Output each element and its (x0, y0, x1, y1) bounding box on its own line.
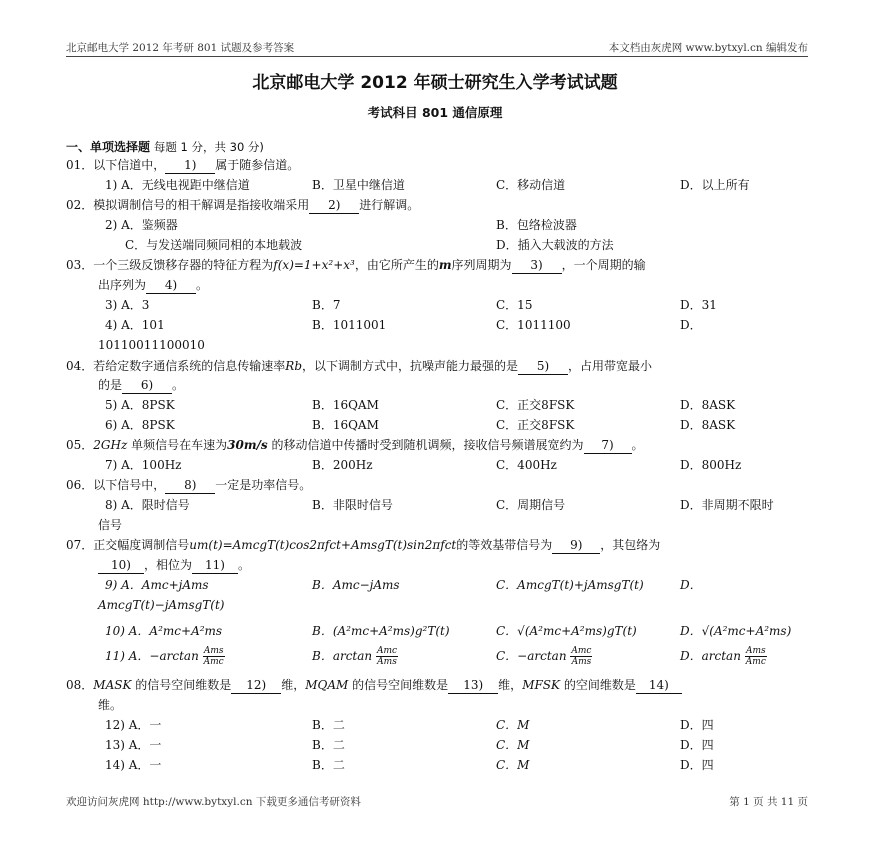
q03-continuation (98, 277, 208, 294)
q01-text: 以下信道中， (93, 158, 166, 172)
q06-option-d: D．非周期不限时 (680, 498, 774, 512)
q05-text-mid: 的移动信道中传播时受到随机调频，接收信号频谱展宽约为 (267, 438, 584, 452)
q04-blank-2: 6) (122, 377, 172, 394)
q01-option-a: 1) A．无线电视距中继信道 (105, 178, 250, 192)
q04-option-5a: 5) A．8PSK (105, 398, 175, 412)
footer-page-number: 第 1 页 共 11 页 (729, 796, 808, 808)
q08-option-13c: C．M (496, 738, 530, 752)
q03-text-post: ，一个周期的输 (561, 258, 646, 272)
question-08 (66, 677, 682, 694)
q07-option-10b: B．(A²mc+A²ms)g²T(t) (312, 624, 450, 638)
question-01 (66, 157, 299, 174)
q08-option-13b: B．二 (312, 738, 345, 752)
exam-title: 北京邮电大学 2012 年硕士研究生入学考试试题 (252, 73, 618, 93)
q02-option-c: C．与发送端同频同相的本地载波 (125, 238, 303, 252)
q02-option-d: D．插入大载波的方法 (496, 238, 614, 252)
q03-m-symbol: m (438, 258, 452, 272)
section-heading (66, 138, 264, 155)
q08-text-2: 维， (281, 678, 306, 692)
question-07 (66, 537, 660, 554)
q03-cont-post: 。 (196, 278, 209, 292)
q08-mfsk: MFSK (522, 678, 560, 692)
question-06 (66, 477, 311, 494)
q03-text-mid2: 序列周期为 (451, 258, 512, 272)
q04-text: 若给定数字通信系统的信息传输速率 (93, 359, 286, 373)
q02-option-b: B．包络检波器 (496, 218, 577, 232)
q02-option-a: 2) A．鉴频器 (105, 218, 178, 232)
q07-option-9c: C．AmcgT(t)+jAmsgT(t) (496, 578, 644, 592)
q07-cont-post: 。 (238, 558, 251, 572)
q02-text: 模拟调制信号的相干解调是指接收端采用 (93, 198, 310, 212)
q08-option-12b: B．二 (312, 718, 345, 732)
q01-number: 01． (66, 158, 94, 172)
q05-number: 05． (66, 438, 94, 452)
section-label: 一、单项选择题 (66, 140, 151, 154)
q06-text: 以下信号中， (93, 478, 166, 492)
q08-mqam: MQAM (305, 678, 349, 692)
q06-option-c: C．周期信号 (496, 498, 566, 512)
q07-equation: um(t)=AmcgT(t)cos2πfct+AmsgT(t)sin2πfct (189, 538, 457, 552)
q08-option-13d: D．四 (680, 738, 714, 752)
q07-option-10a: 10) A．A²mc+A²ms (105, 624, 223, 638)
q07-option-11d (680, 646, 767, 667)
q01-option-b: B．卫星中继信道 (312, 178, 405, 192)
exam-subject: 考试科目 801 通信原理 (367, 105, 503, 120)
q05-option-a: 7) A．100Hz (105, 458, 182, 472)
q07-continuation (98, 557, 250, 574)
footer-left-text: 欢迎访问灰虎网 http://www.bytxyl.cn 下载更多通信考研资料 (66, 796, 361, 808)
header-left-text: 北京邮电大学 2012 年考研 801 试题及参考答案 (66, 42, 295, 54)
q06-blank: 8) (165, 477, 215, 494)
question-03 (66, 257, 646, 274)
question-02 (66, 197, 419, 214)
q04-number: 04． (66, 359, 94, 373)
q07-11a-num: Ams (203, 646, 224, 656)
q07-option-9a: 9) A．Amc+jAms (105, 578, 209, 592)
q07-11d-den: Amc (745, 657, 766, 667)
q06-option-d-cont: 信号 (98, 518, 123, 532)
q01-option-c: C．移动信道 (496, 178, 566, 192)
q07-option-9b: B．Amc−jAms (312, 578, 400, 592)
q07-11c-num: Amc (571, 646, 592, 656)
q07-option-10c: C．√(A²mc+A²ms)gT(t) (496, 624, 637, 638)
q03-option-4a: 4) A．101 (105, 318, 165, 332)
q07-11d-num: Ams (745, 646, 766, 656)
q07-11b-fraction (376, 646, 398, 667)
q07-11d-fraction (745, 646, 767, 667)
q05-text-post: 。 (631, 438, 644, 452)
q08-text-3: 的信号空间维数是 (348, 678, 449, 692)
q07-option-11c (496, 646, 592, 667)
q07-number: 07． (66, 538, 94, 552)
q04-option-6b: B．16QAM (312, 418, 379, 432)
q07-11b-num: Amc (376, 646, 398, 656)
q04-text-post: ，占用带宽最小 (568, 359, 653, 373)
q08-option-14d: D．四 (680, 758, 714, 772)
question-05 (66, 437, 644, 454)
q08-blank-3: 14) (636, 677, 682, 694)
q04-option-5c: C．正交8FSK (496, 398, 575, 412)
q08-number: 08． (66, 678, 94, 692)
q05-option-d: D．800Hz (680, 458, 742, 472)
section-note: 每题 1 分，共 30 分) (153, 140, 264, 154)
q07-11c-fraction (570, 646, 592, 667)
q03-option-3b: B．7 (312, 298, 341, 312)
q04-option-6d: D．8ASK (680, 418, 736, 432)
q04-cont-text: 的是 (98, 378, 123, 392)
q08-text-4: 维， (498, 678, 523, 692)
q07-text: 正交幅度调制信号 (93, 538, 190, 552)
q08-option-13a: 13) A．一 (105, 738, 162, 752)
q07-option-11a (105, 646, 225, 667)
q03-blank: 3) (512, 257, 562, 274)
q08-mask: MASK (93, 678, 132, 692)
q01-text-post: 属于随参信道。 (215, 158, 300, 172)
q08-text-1: 的信号空间维数是 (131, 678, 232, 692)
q08-option-14c: C．M (496, 758, 530, 772)
q03-option-4b: B．1011001 (312, 318, 387, 332)
q06-option-a: 8) A．限时信号 (105, 498, 190, 512)
q02-text-post: 进行解调。 (359, 198, 420, 212)
q03-option-3c: C．15 (496, 298, 533, 312)
q08-continuation: 维。 (98, 698, 123, 712)
q07-11a-fraction (203, 646, 225, 667)
q07-11b-den: Ams (377, 657, 397, 667)
q02-blank: 2) (309, 197, 359, 214)
q07-cont-text: ，相位为 (144, 558, 193, 572)
q05-option-c: C．400Hz (496, 458, 557, 472)
q04-rb-symbol: Rb (285, 359, 303, 373)
q08-option-12a: 12) A．一 (105, 718, 162, 732)
q03-cont-text: 出序列为 (98, 278, 147, 292)
q03-blank-2: 4) (146, 277, 196, 294)
q08-blank: 12) (231, 677, 281, 694)
q08-option-12d: D．四 (680, 718, 714, 732)
header-right-text: 本文档由灰虎网 www.bytxyl.cn 编辑发布 (608, 42, 808, 54)
q07-option-11b (312, 646, 398, 667)
q05-option-b: B．200Hz (312, 458, 373, 472)
q07-11a-label: 11) A．−arctan (105, 649, 199, 663)
q01-blank: 1) (165, 157, 215, 174)
q04-continuation (98, 377, 184, 394)
q04-option-6c: C．正交8FSK (496, 418, 575, 432)
q03-option-4c: C．1011100 (496, 318, 571, 332)
q04-option-5b: B．16QAM (312, 398, 379, 412)
q08-blank-2: 13) (448, 677, 498, 694)
q08-text-5: 的空间维数是 (560, 678, 636, 692)
q07-text-mid: 的等效基带信号为 (456, 538, 553, 552)
q03-option-3d: D．31 (680, 298, 717, 312)
q08-option-14b: B．二 (312, 758, 345, 772)
q07-11b-label: B．arctan (312, 649, 373, 663)
q04-option-5d: D．8ASK (680, 398, 736, 412)
q04-option-6a: 6) A．8PSK (105, 418, 175, 432)
q07-option-10d: D．√(A²mc+A²ms) (680, 624, 792, 638)
q07-blank-3: 11) (192, 557, 238, 574)
q04-text-mid: ，以下调制方式中，抗噪声能力最强的是 (302, 359, 519, 373)
q07-11c-label: C．−arctan (496, 649, 567, 663)
q07-11a-den: Amc (203, 657, 224, 667)
q06-text-post: 一定是功率信号。 (215, 478, 312, 492)
q07-option-9d: D． (680, 578, 702, 592)
q03-number: 03． (66, 258, 94, 272)
q05-frequency: 2GHz (93, 438, 128, 452)
q07-text-post: ，其包络为 (600, 538, 661, 552)
q04-blank: 5) (518, 358, 568, 375)
q03-option-4d: D． (680, 318, 702, 332)
q02-number: 02． (66, 198, 94, 212)
q08-option-14a: 14) A．一 (105, 758, 162, 772)
q07-option-9d-value: AmcgT(t)−jAmsgT(t) (98, 598, 225, 612)
q01-option-d: D．以上所有 (680, 178, 750, 192)
question-04 (66, 358, 652, 375)
q07-blank-2: 10) (98, 557, 144, 574)
q07-blank: 9) (552, 537, 600, 554)
q05-speed: 30m/s (227, 438, 268, 452)
q07-11d-label: D．arctan (680, 649, 741, 663)
q03-equation: f(x)=1+x²+x³ (273, 258, 355, 272)
q06-number: 06． (66, 478, 94, 492)
q03-text-mid: ，由它所产生的 (354, 258, 439, 272)
q05-text: 单频信号在车速为 (127, 438, 228, 452)
q06-option-b: B．非限时信号 (312, 498, 393, 512)
q05-blank: 7) (584, 437, 632, 454)
q08-option-12c: C．M (496, 718, 530, 732)
q07-11c-den: Ams (571, 657, 592, 667)
q03-option-4d-value: 10110011100010 (98, 338, 205, 352)
q03-option-3a: 3) A．3 (105, 298, 150, 312)
q03-text: 一个三级反馈移存器的特征方程为 (93, 258, 274, 272)
q04-cont-post: 。 (172, 378, 185, 392)
page-header (66, 40, 808, 57)
